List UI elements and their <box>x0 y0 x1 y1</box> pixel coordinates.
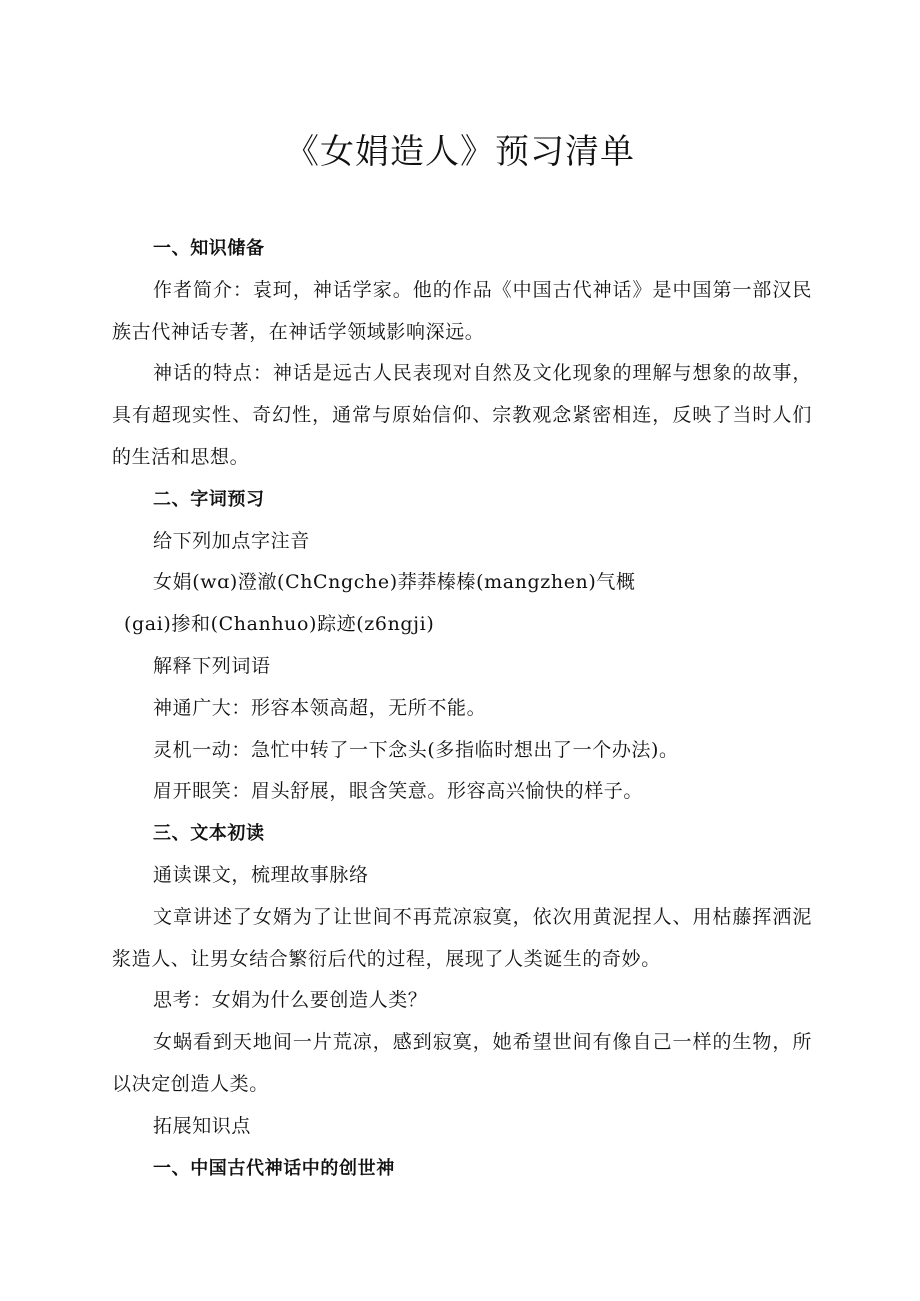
reading-prompt: 通读课文，梳理故事脉络 <box>153 863 369 886</box>
page-title: 《女娟造人》预习清单 <box>285 132 635 172</box>
story-summary-paragraph: 文章讲述了女婿为了让世间不再荒凉寂寞，依次用黄泥捏人、用枯藤挥洒泥浆造人、让男女结合繁衍后代的过程，展现了人类诞生的奇妙。 <box>112 905 812 970</box>
section-heading-reading: 三、文本初读 <box>153 823 265 845</box>
term-definition-3: 眉开眼笑：眉头舒展，眼含笑意。形容高兴愉快的样子。 <box>153 780 644 803</box>
author-intro-paragraph: 作者简介：袁珂，神话学家。他的作品《中国古代神话》是中国第一部汉民族古代神话专著，在神话学领域影响深远。 <box>112 278 812 343</box>
explain-prompt: 解释下列词语 <box>153 654 271 677</box>
pinyin-line-1: 女娟(wɑ)澄澈(ChCngche)莽莽榛榛(mangzhen)气概 <box>153 571 636 594</box>
myth-features-paragraph: 神话的特点：神话是远古人民表现对自然及文化现象的理解与想象的故事，具有超现实性、奇幻性，通常与原始信仰、宗教观念紧密相连，反映了当时人们的生活和思想。 <box>112 362 812 468</box>
pinyin-prompt: 给下列加点字注音 <box>153 529 310 552</box>
section-heading-knowledge: 一、知识储备 <box>153 238 265 259</box>
reflection-question: 思考：女娟为什么要创造人类？ <box>153 989 428 1012</box>
section-heading-vocab: 二、字词预习 <box>153 488 265 510</box>
reflection-answer: 女蜗看到天地间一片荒凉，感到寂寞，她希望世间有像自己一样的生物，所以决定创造人类。 <box>112 1031 812 1095</box>
document-body <box>112 228 812 1189</box>
pinyin-line-2: (gai)掺和(Chanhuo)踪迹(z6ngji) <box>124 613 435 636</box>
term-definition-1: 神通广大：形容本领高超，无所不能。 <box>153 696 487 719</box>
extension-label: 拓展知识点 <box>153 1114 252 1137</box>
subheading-creation-gods: 一、中国古代神话中的创世神 <box>153 1157 395 1179</box>
term-definition-2: 灵机一动：急忙中转了一下念头(多指临时想出了一个办法)。 <box>153 738 679 761</box>
